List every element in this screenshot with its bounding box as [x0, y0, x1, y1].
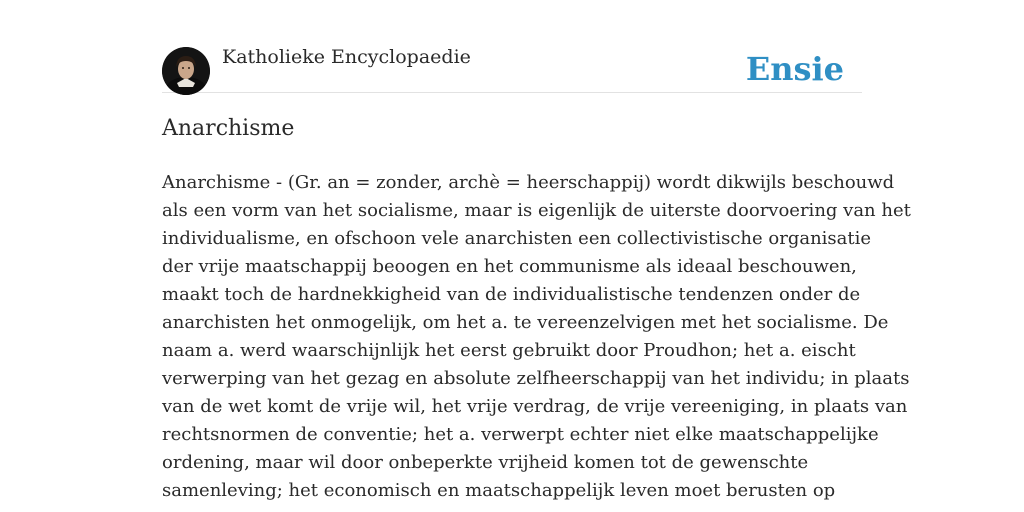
site-header [162, 0, 862, 93]
body-line: maakt toch de hardnekkigheid van de individualistische tendenzen onder de [162, 284, 861, 305]
book-title[interactable]: Katholieke Encyclopaedie [222, 46, 471, 68]
article-title: Anarchisme [162, 116, 295, 141]
brand-logo[interactable]: Ensie [745, 50, 844, 88]
portrait-avatar-icon[interactable] [162, 47, 210, 95]
body-line: naam a. werd waarschijnlijk het eerst gebruikt door Proudhon; het a. eischt [162, 340, 856, 361]
body-line: verwerping van het gezag en absolute zelfheerschappij van het individu; in plaats [162, 368, 910, 389]
body-line: Anarchisme - (Gr. an = zonder, archè = heerschappij) wordt dikwijls beschouwd [162, 172, 895, 193]
body-line: van de wet komt de vrije wil, het vrije verdrag, de vrije vereeniging, in plaats van [162, 396, 908, 417]
article-body [162, 169, 911, 505]
body-line: ordening, maar wil door onbeperkte vrijheid komen tot de gewenschte [162, 452, 809, 473]
body-line: anarchisten het onmogelijk, om het a. te vereenzelvigen met het socialisme. De [162, 312, 889, 333]
body-line: individualisme, en ofschoon vele anarchisten een collectivistische organisatie [162, 228, 872, 249]
body-line: der vrije maatschappij beoogen en het communisme als ideaal beschouwen, [162, 256, 857, 277]
page-container [162, 0, 911, 501]
body-line: samenleving; het economisch en maatschappelijk leven moet berusten op [162, 480, 836, 501]
body-line: als een vorm van het socialisme, maar is eigenlijk de uiterste doorvoering van het [162, 200, 911, 221]
body-line: rechtsnormen de conventie; het a. verwerpt echter niet elke maatschappelijke [162, 424, 879, 445]
